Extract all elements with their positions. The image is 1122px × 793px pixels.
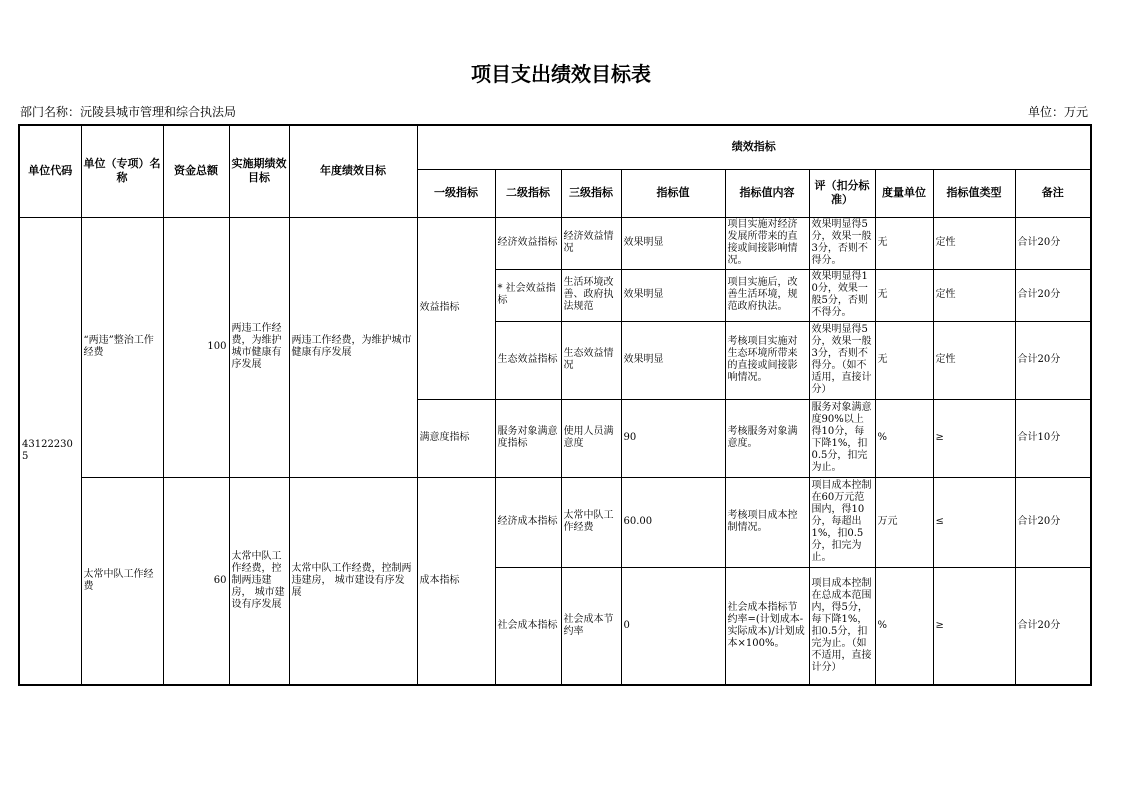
header-indicators: 绩效指标 — [417, 125, 1091, 169]
header-unit-code: 单位代码 — [19, 125, 81, 217]
remark-cell: 合计20分 — [1015, 321, 1091, 399]
measure-unit-cell: 万元 — [875, 477, 933, 567]
scoring-cell: 服务对象满意度90%以上得10分，每下降1%，扣0.5分，扣完为止。 — [809, 399, 875, 477]
annual-goal-cell: 两违工作经费，为维护城市健康有序发展 — [289, 217, 417, 477]
measure-unit-cell: 无 — [875, 217, 933, 269]
project-funds-cell: 100 — [163, 217, 229, 477]
level3-cell: 使用人员满意度 — [561, 399, 621, 477]
level3-cell: 太常中队工作经费 — [561, 477, 621, 567]
value-type-cell: ≥ — [933, 399, 1015, 477]
remark-cell: 合计20分 — [1015, 217, 1091, 269]
level1-cell: 成本指标 — [417, 477, 495, 685]
value-cell: 60.00 — [621, 477, 725, 567]
table-row — [19, 217, 1091, 269]
scoring-cell: 项目成本控制在60万元范围内，得10分，每超出1%，扣0.5分，扣完为止。 — [809, 477, 875, 567]
unit-code-cell: 431222305 — [19, 217, 81, 685]
remark-cell: 合计20分 — [1015, 567, 1091, 685]
remark-cell: 合计20分 — [1015, 269, 1091, 321]
scoring-cell: 效果明显得10分，效果一般5分，否则不得分。 — [809, 269, 875, 321]
level3-cell: 社会成本节约率 — [561, 567, 621, 685]
remark-cell: 合计10分 — [1015, 399, 1091, 477]
measure-unit-cell: 无 — [875, 269, 933, 321]
scoring-cell: 项目成本控制在总成本范围内，得5分，每下降1%，扣0.5分，扣完为止。（如不适用，直接计分） — [809, 567, 875, 685]
header-total-funds: 资金总额 — [163, 125, 229, 217]
level1-cell: 效益指标 — [417, 217, 495, 399]
content-cell: 考核服务对象满意度。 — [725, 399, 809, 477]
period-goal-cell: 两违工作经费，为维护城市健康有序发展 — [229, 217, 289, 477]
level3-cell: 生态效益情况 — [561, 321, 621, 399]
header-project-name: 单位（专项）名称 — [81, 125, 163, 217]
header-level2: 二级指标 — [495, 169, 561, 217]
level3-cell: 生活环境改善、政府执法规范 — [561, 269, 621, 321]
level3-cell: 经济效益情况 — [561, 217, 621, 269]
value-cell: 0 — [621, 567, 725, 685]
header-value-type: 指标值类型 — [933, 169, 1015, 217]
content-cell: 项目实施对经济发展所带来的直接或间接影响情况。 — [725, 217, 809, 269]
value-type-cell: 定性 — [933, 321, 1015, 399]
department-name: 部门名称：沅陵县城市管理和综合执法局 — [20, 105, 237, 119]
value-type-cell: ≥ — [933, 567, 1015, 685]
header-content: 指标值内容 — [725, 169, 809, 217]
scoring-cell: 效果明显得5分，效果一般3分，否则不得分。（如不适用，直接计分） — [809, 321, 875, 399]
project-name-cell: 太常中队工作经费 — [81, 477, 163, 685]
value-cell: 效果明显 — [621, 269, 725, 321]
header-level1: 一级指标 — [417, 169, 495, 217]
header-scoring: 评（扣分标准） — [809, 169, 875, 217]
level1-cell: 满意度指标 — [417, 399, 495, 477]
table-row — [19, 477, 1091, 567]
level2-cell: 生态效益指标 — [495, 321, 561, 399]
header-value: 指标值 — [621, 169, 725, 217]
value-cell: 90 — [621, 399, 725, 477]
header-remark: 备注 — [1015, 169, 1091, 217]
header-level3: 三级指标 — [561, 169, 621, 217]
content-cell: 考核项目成本控制情况。 — [725, 477, 809, 567]
content-cell: 社会成本指标节约率=(计划成本-实际成本)/计划成本×100%。 — [725, 567, 809, 685]
value-cell: 效果明显 — [621, 217, 725, 269]
level2-cell: 社会成本指标 — [495, 567, 561, 685]
measure-unit-cell: % — [875, 567, 933, 685]
currency-unit: 单位：万元 — [1027, 105, 1088, 119]
remark-cell: 合计20分 — [1015, 477, 1091, 567]
scoring-cell: 效果明显得5分，效果一般3分，否则不得分。 — [809, 217, 875, 269]
header-annual-goal: 年度绩效目标 — [289, 125, 417, 217]
content-cell: 考核项目实施对生态环境所带来的直接或间接影响情况。 — [725, 321, 809, 399]
value-cell: 效果明显 — [621, 321, 725, 399]
level2-cell: 服务对象满意度指标 — [495, 399, 561, 477]
header-measure-unit: 度量单位 — [875, 169, 933, 217]
value-type-cell: 定性 — [933, 217, 1015, 269]
value-type-cell: 定性 — [933, 269, 1015, 321]
measure-unit-cell: % — [875, 399, 933, 477]
content-cell: 项目实施后，改善生活环境，规范政府执法。 — [725, 269, 809, 321]
annual-goal-cell: 太常中队工作经费，控制两违建房， 城市建设有序发展 — [289, 477, 417, 685]
header-row-1 — [19, 125, 1091, 169]
period-goal-cell: 太常中队工作经费，控制两违建房， 城市建设有序发展 — [229, 477, 289, 685]
value-type-cell: ≤ — [933, 477, 1015, 567]
performance-table — [18, 124, 1092, 686]
header-period-goal: 实施期绩效目标 — [229, 125, 289, 217]
level2-cell: 经济效益指标 — [495, 217, 561, 269]
level2-cell: * 社会效益指标 — [495, 269, 561, 321]
project-funds-cell: 60 — [163, 477, 229, 685]
measure-unit-cell: 无 — [875, 321, 933, 399]
level2-cell: 经济成本指标 — [495, 477, 561, 567]
project-name-cell: “两违”整治工作经费 — [81, 217, 163, 477]
page-title: 项目支出绩效目标表 — [471, 62, 651, 86]
